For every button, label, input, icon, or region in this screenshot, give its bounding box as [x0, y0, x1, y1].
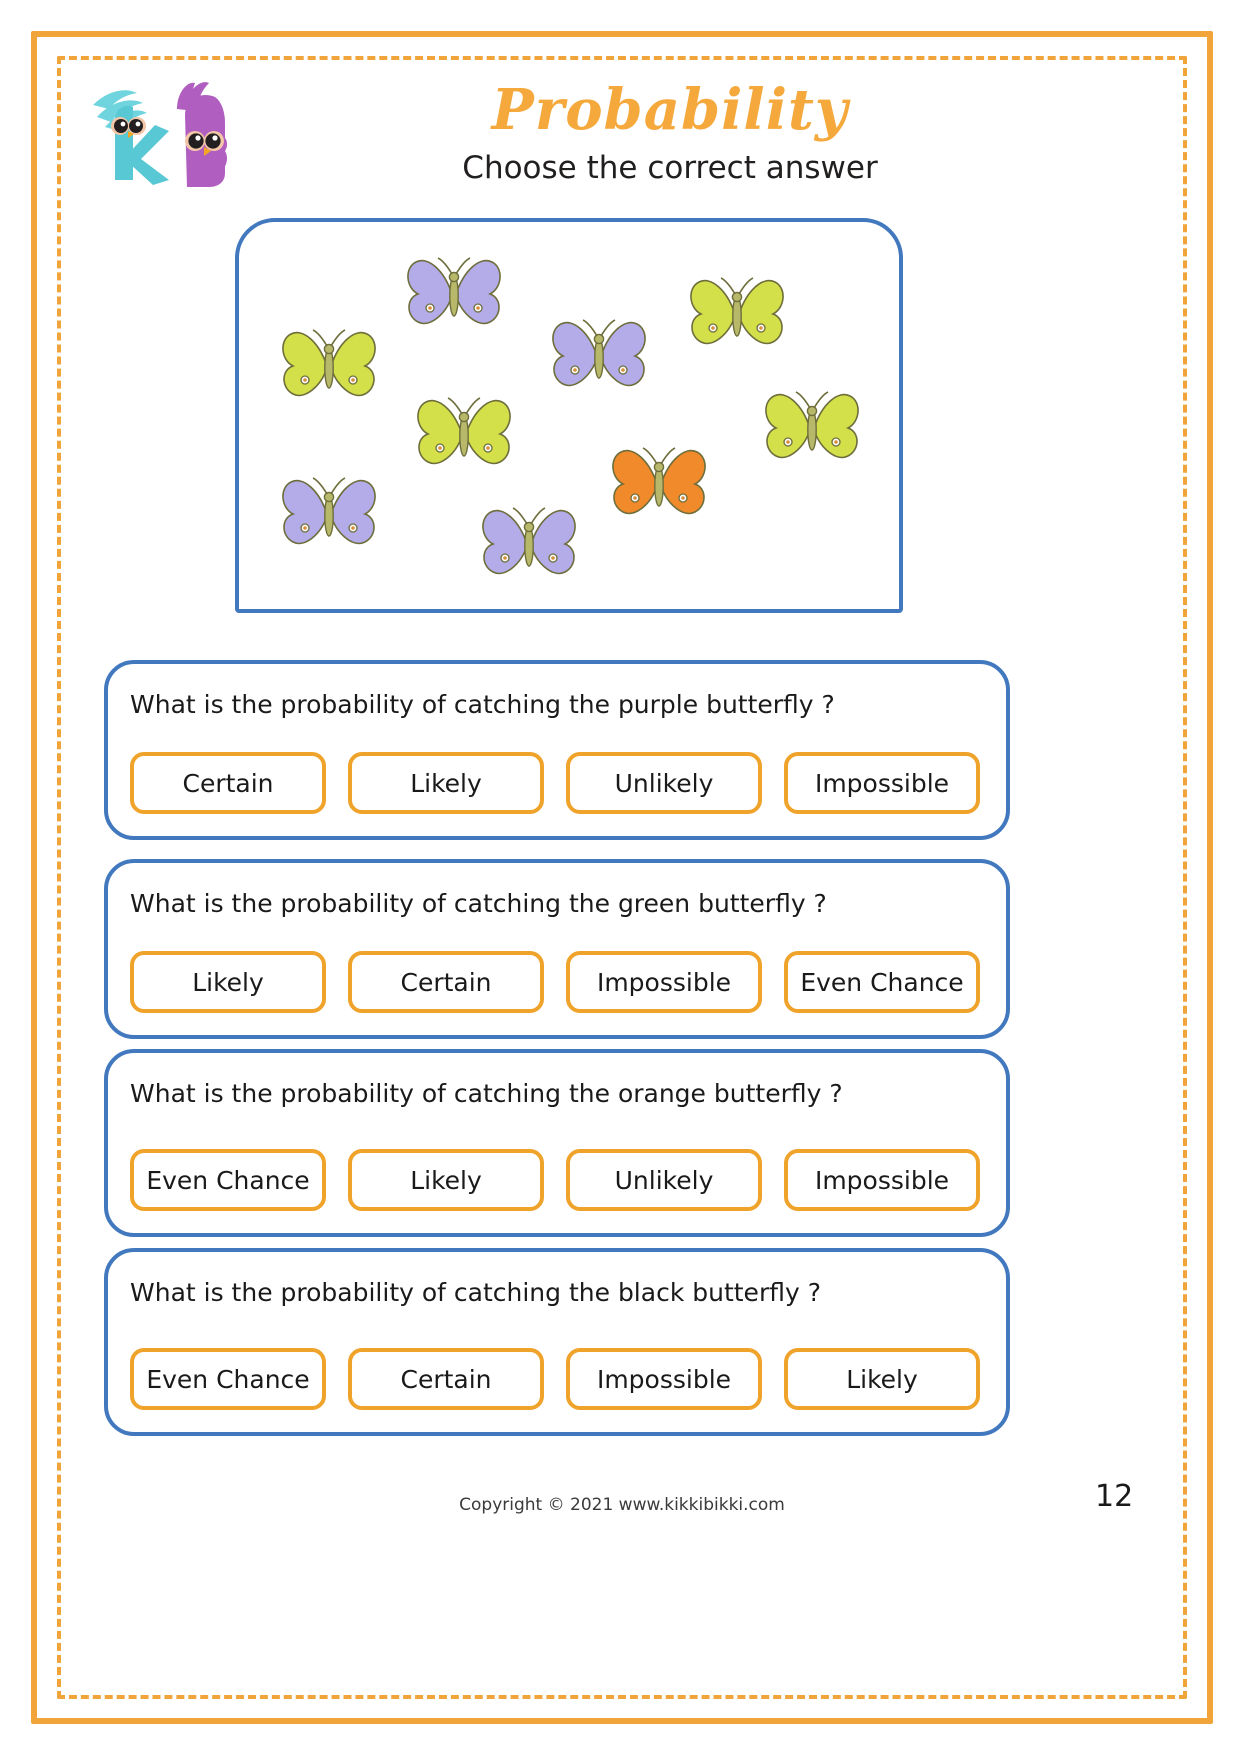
butterfly-purple	[549, 312, 649, 398]
butterfly-picture-panel	[235, 218, 903, 613]
butterfly-green	[762, 384, 862, 470]
page-subtitle: Choose the correct answer	[462, 150, 878, 186]
answer-option-3-1[interactable]: Even Chance	[130, 1149, 326, 1211]
answer-option-3-2[interactable]: Likely	[348, 1149, 544, 1211]
footer-copyright: Copyright © 2021 www.kikkibikki.com	[459, 1495, 785, 1515]
butterfly-purple	[479, 500, 579, 586]
answer-option-1-1[interactable]: Certain	[130, 752, 326, 814]
answer-option-3-4[interactable]: Impossible	[784, 1149, 980, 1211]
answer-option-1-2[interactable]: Likely	[348, 752, 544, 814]
answer-option-2-2[interactable]: Certain	[348, 951, 544, 1013]
answer-option-2-3[interactable]: Impossible	[566, 951, 762, 1013]
butterfly-purple	[279, 470, 379, 556]
answer-option-2-4[interactable]: Even Chance	[784, 951, 980, 1013]
answer-options-3	[130, 1149, 980, 1211]
answer-option-1-3[interactable]: Unlikely	[566, 752, 762, 814]
logo-k-bird	[93, 90, 169, 185]
question-text-4: What is the probability of catching the black butterfly ?	[130, 1278, 821, 1307]
butterfly-green	[414, 390, 514, 476]
answer-option-4-1[interactable]: Even Chance	[130, 1348, 326, 1410]
answer-options-2	[130, 951, 980, 1013]
question-card-2	[104, 859, 1010, 1039]
answer-option-4-3[interactable]: Impossible	[566, 1348, 762, 1410]
question-text-1: What is the probability of catching the purple butterfly ?	[130, 690, 835, 719]
page-header	[80, 70, 1165, 205]
answer-option-3-3[interactable]: Unlikely	[566, 1149, 762, 1211]
answer-option-4-2[interactable]: Certain	[348, 1348, 544, 1410]
question-card-1	[104, 660, 1010, 840]
butterfly-purple	[404, 250, 504, 336]
question-card-4	[104, 1248, 1010, 1436]
answer-option-1-4[interactable]: Impossible	[784, 752, 980, 814]
answer-option-2-1[interactable]: Likely	[130, 951, 326, 1013]
butterfly-green	[687, 270, 787, 356]
question-card-3	[104, 1049, 1010, 1237]
butterfly-orange	[609, 440, 709, 526]
logo-b-bird	[177, 82, 227, 187]
answer-option-4-4[interactable]: Likely	[784, 1348, 980, 1410]
question-text-2: What is the probability of catching the green butterfly ?	[130, 889, 827, 918]
answer-options-4	[130, 1348, 980, 1410]
page-number: 12	[1095, 1479, 1134, 1514]
kikkibikki-logo	[85, 75, 245, 195]
answer-options-1	[130, 752, 980, 814]
butterfly-green	[279, 322, 379, 408]
question-text-3: What is the probability of catching the orange butterfly ?	[130, 1079, 843, 1108]
page-title: Probability	[491, 77, 849, 143]
